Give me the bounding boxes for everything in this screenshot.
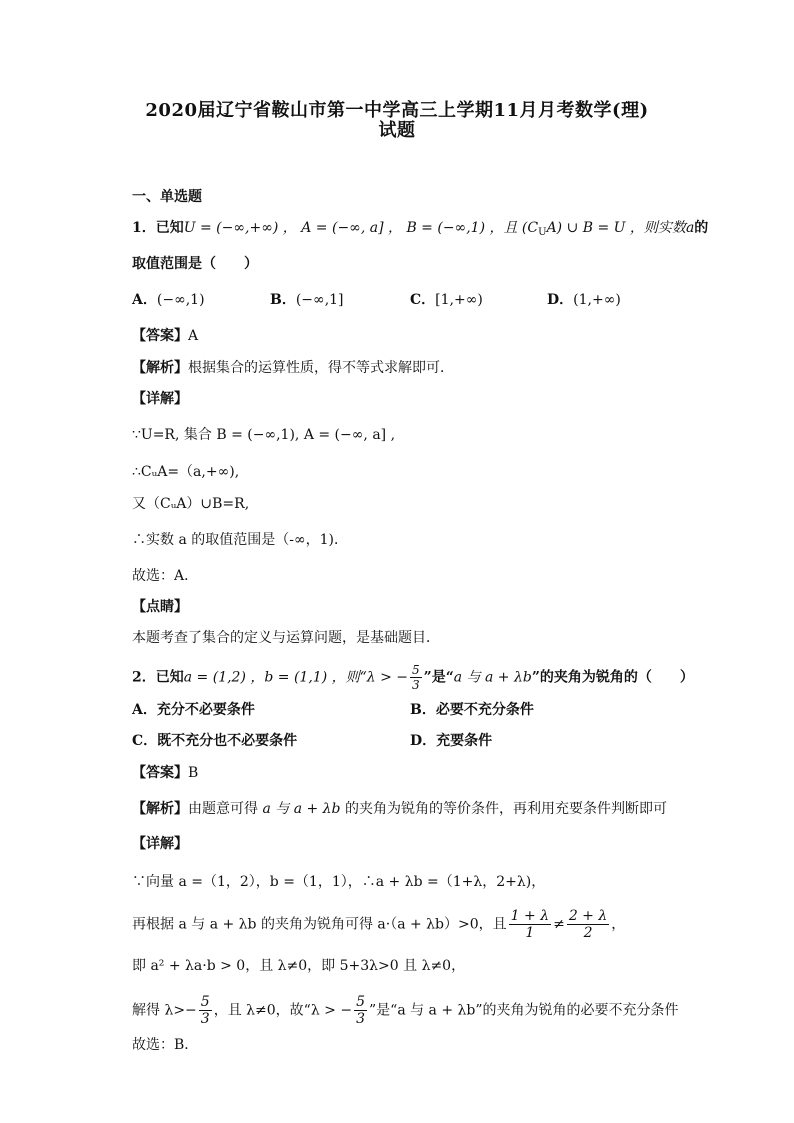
fraction-denominator: 2	[583, 925, 593, 941]
doc-title-line1: 2020届辽宁省鞍山市第一中学高三上学期11月月考数学(理)	[145, 100, 649, 121]
q2-cond: λ > −	[366, 669, 408, 686]
q2-detail-line: ∵向量 a =（1，2），b =（1，1），∴a + λb =（1+λ，2+λ)，	[132, 874, 546, 890]
fraction	[354, 994, 367, 1027]
q2-end: ”的夹角为锐角的（ ）	[531, 669, 694, 686]
q1-analysis	[132, 358, 454, 378]
q1-detail-line: ∴CᵤA=（a,+∞),	[132, 464, 240, 480]
q1-sub: U	[538, 227, 547, 238]
option-value: 充要条件	[436, 733, 493, 749]
q2-answer	[132, 763, 198, 783]
q1-comment-tag: 【点睛】	[132, 599, 188, 615]
fraction-numerator: 5	[200, 994, 210, 1010]
q1-math: U = (−∞,+∞) ， A = (−∞, a] ， B = (−∞,1) ，且 (C	[183, 220, 539, 236]
q2-vec-a: a = (1,2) ，	[183, 669, 265, 686]
option-label: C．	[132, 733, 158, 749]
fraction-denominator: 3	[356, 1011, 365, 1027]
q1-stem-line2: 取值范围是（ ）	[132, 256, 258, 272]
q1-option-b	[270, 290, 344, 310]
q2-prefix: 2．已知	[132, 669, 184, 686]
detail-text: ，	[611, 916, 626, 933]
q1-detail-tag: 【详解】	[132, 391, 188, 407]
q2-stem	[132, 663, 694, 692]
analysis-text: 的夹角为锐角的等价条件，再利用充要条件判断即可	[344, 801, 667, 817]
q2-option-b	[410, 700, 534, 720]
q2-detail-tag: 【详解】	[132, 836, 188, 852]
q2-vec-b: b = (1,1) ，则“	[264, 669, 367, 686]
q1-var: a	[685, 220, 695, 236]
q2-vec-expr: a 与 a + λb	[453, 669, 532, 686]
q2-analysis	[132, 799, 667, 819]
section-heading: 一、单选题	[132, 189, 202, 205]
option-label: C．	[410, 292, 436, 308]
detail-text: ”是“a 与 a + λb”的夹角为锐角的必要不充分条件	[369, 1002, 679, 1019]
analysis-tag: 【解析】	[132, 360, 188, 376]
option-label: D．	[410, 733, 437, 749]
q2-final: 故选：B．	[132, 1037, 199, 1053]
option-value: (−∞,1]	[295, 292, 344, 308]
analysis-text: 根据集合的运算性质，得不等式求解即可．	[188, 360, 454, 376]
q2-detail-line: 即 a² + λa·b > 0，且 λ≠0，即 5+3λ>0 且 λ≠0，	[132, 958, 466, 974]
q1-stem	[132, 218, 708, 243]
option-value: [1,+∞)	[435, 292, 483, 308]
neq-sign: ≠	[553, 916, 565, 933]
option-value: 既不充分也不必要条件	[157, 733, 298, 749]
q2-detail-line-4	[132, 994, 679, 1027]
detail-text: ，且 λ≠0，故“λ > −	[213, 1002, 353, 1019]
option-label: D．	[547, 292, 574, 308]
fraction-numerator: 5	[412, 663, 420, 677]
detail-text: 解得 λ>−	[132, 1002, 197, 1019]
answer-tag: 【答案】	[132, 328, 188, 344]
option-value: 充分不必要条件	[156, 702, 255, 718]
option-label: A．	[132, 702, 157, 718]
fraction	[509, 908, 551, 941]
answer-value: B	[188, 765, 199, 781]
analysis-vector: a 与 a + λb	[262, 801, 341, 817]
option-label: B．	[270, 292, 296, 308]
q2-fraction	[410, 663, 422, 692]
fraction-numerator: 5	[356, 994, 365, 1010]
option-label: A．	[132, 292, 157, 308]
fraction	[567, 908, 609, 941]
q2-detail-line-2	[132, 908, 625, 941]
option-value: 必要不充分条件	[435, 702, 534, 718]
q1-detail-line: 又（CᵤA）∪B=R,	[132, 496, 250, 512]
q1-detail-line: ∴实数 a 的取值范围是（-∞，1)．	[132, 532, 349, 548]
q1-answer	[132, 326, 198, 346]
fraction-denominator: 1	[525, 925, 535, 941]
fraction-numerator: 1 + λ	[510, 908, 550, 924]
fraction-denominator: 3	[200, 1011, 210, 1027]
q1-math2: A) ∪ B = U ，则实数	[546, 220, 686, 236]
q1-detail-line: 故选：A．	[132, 568, 199, 584]
fraction	[199, 994, 212, 1027]
detail-text: 再根据 a 与 a + λb 的夹角为锐角可得 a·（a + λb）>0，且	[132, 916, 507, 933]
q2-option-c	[132, 731, 297, 751]
option-value: (−∞,1)	[156, 292, 205, 308]
option-value: (1,+∞)	[573, 292, 621, 308]
doc-title-line2: 试题	[378, 120, 416, 141]
q1-option-d	[547, 290, 621, 310]
fraction-numerator: 2 + λ	[568, 908, 608, 924]
analysis-tag: 【解析】	[132, 801, 188, 817]
q1-option-a	[132, 290, 205, 310]
answer-tag: 【答案】	[132, 765, 188, 781]
q2-option-d	[410, 731, 492, 751]
q1-end: 的	[694, 220, 709, 236]
answer-value: A	[188, 328, 199, 344]
q1-option-c	[410, 290, 483, 310]
option-label: B．	[410, 702, 436, 718]
q2-mid: ”是“	[423, 669, 454, 686]
analysis-text: 由题意可得	[188, 801, 258, 817]
q1-prefix: 1．已知	[132, 220, 184, 236]
q1-comment: 本题考查了集合的定义与运算问题，是基础题目．	[132, 630, 440, 646]
q2-option-a	[132, 700, 255, 720]
q1-detail-line: ∵U=R, 集合 B = (−∞,1), A = (−∞, a] ,	[132, 427, 396, 443]
fraction-denominator: 3	[412, 678, 420, 692]
